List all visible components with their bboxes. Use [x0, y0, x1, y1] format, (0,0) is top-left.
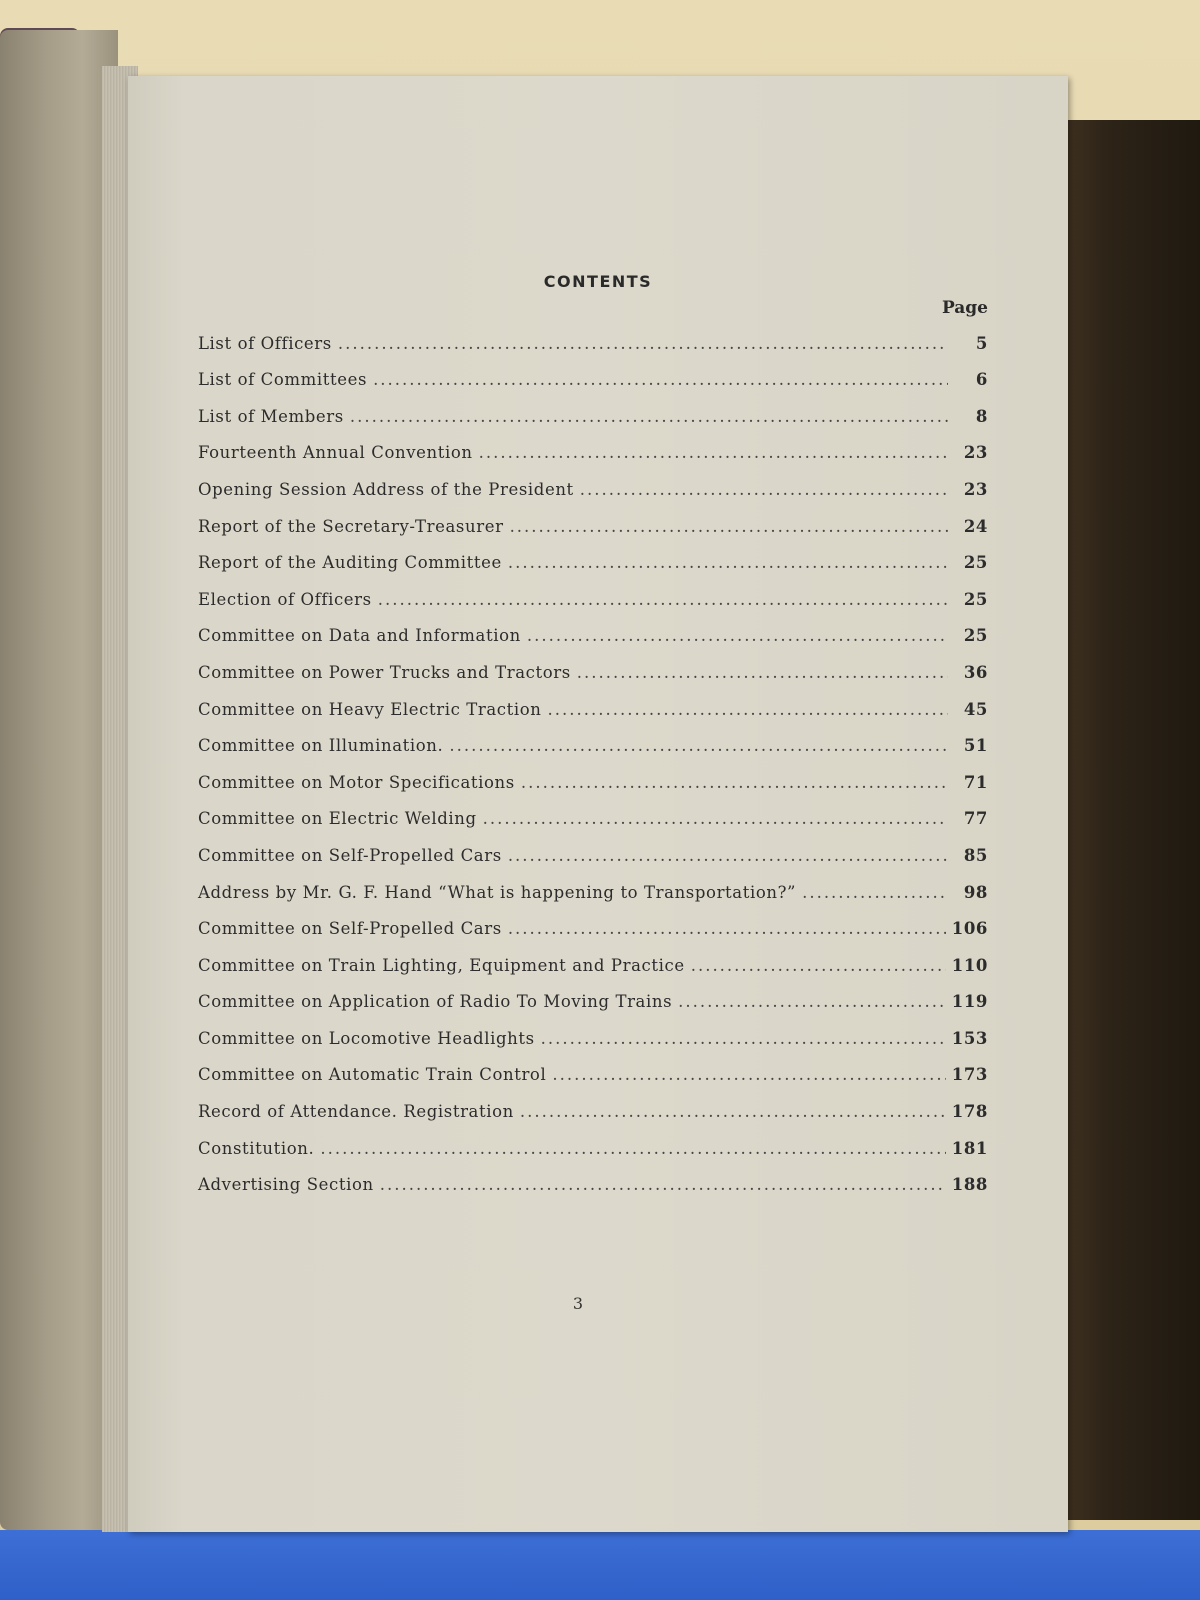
toc-entry-page: 25: [963, 589, 988, 609]
dot-leader: [483, 809, 948, 828]
toc-entry: [198, 572, 988, 609]
dot-leader: [508, 846, 948, 865]
toc-entry-title: Report of the Auditing Committee: [198, 553, 502, 573]
toc-entry: [198, 536, 988, 573]
toc-entry-title: List of Committees: [198, 370, 368, 390]
dot-leader: [678, 992, 946, 1011]
toc-entry: [198, 828, 988, 865]
toc-entry-title: Committee on Application of Radio To Moving Trains: [198, 992, 673, 1012]
toc-entry-title: Election of Officers: [198, 589, 372, 609]
toc-entry: [198, 426, 988, 463]
toc-entry-title: Committee on Locomotive Headlights: [198, 1028, 535, 1048]
toc-entry: [198, 938, 988, 975]
toc-entry-page: 110: [951, 955, 988, 975]
toc-entry-page: 173: [951, 1065, 988, 1085]
dot-leader: [508, 919, 946, 938]
toc-entry: [198, 792, 988, 829]
toc-entry: [198, 1158, 988, 1195]
toc-entry-title: List of Officers: [198, 333, 332, 353]
dot-leader: [527, 626, 948, 645]
toc-entry-title: Committee on Electric Welding: [198, 809, 477, 829]
contents-heading: CONTENTS: [543, 272, 653, 291]
toc-entry: [198, 865, 988, 902]
toc-entry-page: 5: [975, 333, 988, 353]
toc-entry-page: 8: [975, 406, 988, 426]
toc-entry: [198, 389, 988, 426]
toc-entry-page: 23: [963, 479, 988, 499]
toc-entry-page: 119: [951, 992, 988, 1012]
toc-entry-page: 25: [963, 626, 988, 646]
toc-entry-title: Committee on Motor Specifications: [198, 772, 515, 792]
table-surface: [0, 1530, 1200, 1600]
toc-entry-page: 71: [963, 772, 988, 792]
dot-leader: [802, 883, 948, 902]
dot-leader: [479, 443, 948, 462]
toc-entry-page: 181: [951, 1138, 988, 1158]
dot-leader: [510, 517, 948, 536]
dot-leader: [552, 1065, 945, 1084]
toc-entry-title: Fourteenth Annual Convention: [198, 443, 473, 463]
dot-leader: [520, 1102, 946, 1121]
toc-entry-page: 25: [963, 553, 988, 573]
dot-leader: [691, 956, 946, 975]
toc-entry-page: 77: [963, 809, 988, 829]
toc-entry: [198, 682, 988, 719]
toc-entry-title: Committee on Automatic Train Control: [198, 1065, 547, 1085]
toc-entry-page: 24: [963, 516, 988, 536]
toc-entry: [198, 462, 988, 499]
dot-leader: [577, 663, 948, 682]
toc-entry-title: Report of the Secretary-Treasurer: [198, 516, 504, 536]
toc-entry: [198, 609, 988, 646]
toc-entry: [198, 755, 988, 792]
book-page: [128, 76, 1068, 1532]
toc-entry-page: 6: [975, 370, 988, 390]
toc-entry-title: Address by Mr. G. F. Hand “What is happening to Transportation?”: [198, 882, 797, 902]
table-of-contents: [198, 316, 988, 1194]
toc-entry: [198, 719, 988, 756]
toc-entry-title: Advertising Section: [198, 1175, 374, 1195]
toc-entry-title: List of Members: [198, 406, 344, 426]
dot-leader: [580, 480, 948, 499]
toc-entry-title: Committee on Self-Propelled Cars: [198, 845, 502, 865]
page-number: 3: [572, 1294, 584, 1313]
toc-entry-title: Committee on Illumination.: [198, 736, 444, 756]
toc-entry-title: Committee on Heavy Electric Traction: [198, 699, 542, 719]
toc-entry: [198, 1121, 988, 1158]
toc-entry: [198, 316, 988, 353]
page-column-header: Page: [941, 298, 988, 318]
toc-entry-title: Record of Attendance. Registration: [198, 1102, 514, 1122]
dot-leader: [320, 1139, 945, 1158]
toc-entry-page: 36: [963, 662, 988, 682]
dot-leader: [378, 590, 948, 609]
toc-entry-page: 45: [963, 699, 988, 719]
toc-entry: [198, 902, 988, 939]
toc-entry-page: 153: [951, 1028, 988, 1048]
toc-entry-page: 106: [951, 919, 988, 939]
dot-leader: [350, 407, 948, 426]
book-cover-left: [0, 30, 118, 1530]
dot-leader: [548, 700, 949, 719]
toc-entry-title: Constitution.: [198, 1138, 315, 1158]
toc-entry: [198, 1048, 988, 1085]
toc-entry: [198, 499, 988, 536]
toc-entry-title: Committee on Power Trucks and Tractors: [198, 662, 571, 682]
dot-leader: [521, 773, 948, 792]
toc-entry: [198, 353, 988, 390]
toc-entry: [198, 1084, 988, 1121]
toc-entry-title: Committee on Data and Information: [198, 626, 521, 646]
dot-leader: [449, 736, 948, 755]
toc-entry-page: 23: [963, 443, 988, 463]
dot-leader: [338, 334, 948, 353]
dot-leader: [508, 553, 948, 572]
toc-entry-title: Opening Session Address of the President: [198, 479, 574, 499]
toc-entry-page: 188: [951, 1175, 988, 1195]
toc-entry-page: 85: [963, 845, 988, 865]
toc-entry: [198, 1011, 988, 1048]
dot-leader: [541, 1029, 946, 1048]
toc-entry-title: Committee on Self-Propelled Cars: [198, 919, 502, 939]
toc-entry-page: 98: [963, 882, 988, 902]
toc-entry: [198, 975, 988, 1012]
toc-entry-title: Committee on Train Lighting, Equipment and Practice: [198, 955, 685, 975]
dot-leader: [373, 370, 948, 389]
toc-entry-page: 51: [963, 736, 988, 756]
dot-leader: [380, 1175, 946, 1194]
toc-entry: [198, 645, 988, 682]
toc-entry-page: 178: [951, 1102, 988, 1122]
